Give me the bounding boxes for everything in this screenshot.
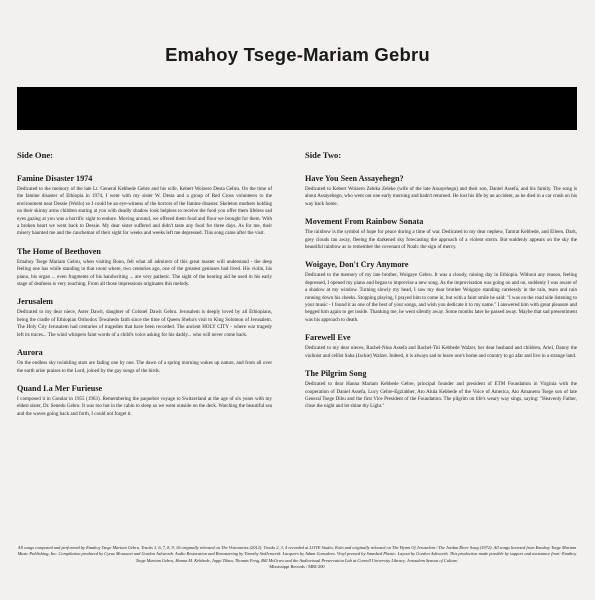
record-label: Mississippi Records / MRI-200: [269, 563, 325, 569]
track-title: The Home of Beethoven: [17, 246, 101, 256]
track-description: On the endless sky twinkling stars are fading one by one. The dawn of a spring morning wakes up nature, and from all over the earth arise praises to the Lord, joined by the gay songs of the birds.: [17, 360, 272, 374]
track-quand-la-mer-furieuse: [17, 384, 272, 418]
track-title: Quand La Mer Furieuse: [17, 383, 103, 393]
credits-text: All songs composed and performed by Emahoy Tsege Mariam Gebru. Tracks 1, 6, 7, 8, 9, 10 originally released on The Visionaries (2012). Tracks 2, 3, 4 recorded at LOVE Studio, Koln and originally released on The Hymn Of Jerusalem / The Jordan River Song (1972). All songs licensed from Emahoy Tsege Mariam Music Publishing, Inc. Compilation produced by Cyrus Moussavi and Gordon Ashworth. Audio Restoration and Remastering by Timothy Stollenwerk. Lacquers by Adam Gonsalves. Vinyl pressed by Smashed Plastic. Layout by Gordon Ashworth. This production made possible by support and assistance from: Emahoy Tsege Mariam Gebru, Hanna M. Kebbede, Jappi Tilma, Thomas Feng, Bill McGraw and the Audiovisual Preservation Lab at Cornell University Library, Jerusalem Season of Culture.: [17, 545, 577, 563]
side-two-heading: Side Two:: [305, 150, 342, 160]
track-title: Jerusalem: [17, 297, 53, 307]
track-title: Have You Seen Assayehegn?: [305, 174, 404, 183]
track-jerusalem: [17, 297, 272, 339]
track-description: Dedicated to dear Hanna Mariam Kebbede Gebre, principal founder and president of ETM Foundation in Virginia with the cooperation of Daniel Assefa, Lucy Gebre-Egziabher, Ato Alula Kebbede of the Voice of America, Ato Amanenu Tsege son of late General Tsege Dibu and the first Vice President of the Foundation. The pilgrim on life's weary way sings, saying: "Heavenly Father, close the night and let shine thy Light.": [305, 381, 577, 410]
track-description: Dedicated to my dear nieces, Rachel-Nina Assefa and Rachel-Titi Kebbede Walzer, her dear husband and children, Ariel, Danny the violinist and cellist Saba (Jackie) Walzer. Indeed, it is always sad to leave one's home and country to go afar and live in a strange land.: [305, 345, 577, 359]
track-description: Emahoy Tsege Mariam Gebru, when visiting Bonn, felt what all admirers of this great master will understand - the deep feeling one has while standing in that room where, two centuries ago, one of the greatest geniuses had lived. His violin, his piano, his organ ... even fragments of his handwriting ... are very pathetic. The sight of the hearing aid he used in his early stage of deafness is very touching. From all those impressions originates this melody.: [17, 258, 272, 288]
track-farewell-eve: [305, 333, 577, 360]
track-title: Woigaye, Don't Cry Anymore: [305, 260, 409, 270]
track-description: Dedicated to Kebert Woizero Zeleka Zeleke (wife of the late Assayehegn) and their son, Daniel Assefa, and his family. The song is about Assayehegn, who went out one early morning and hadn't returned. He lost his life by an accident, as he died in a car crash on his way back home.: [305, 186, 577, 207]
credits-footer: [17, 545, 577, 570]
track-title: The Pilgrim Song: [305, 369, 367, 379]
black-banner: [17, 87, 577, 130]
track-aurora: [17, 348, 272, 375]
track-have-you-seen-assayehegn: [305, 174, 577, 208]
track-title: Movement From Rainbow Sonata: [305, 217, 424, 227]
track-description: I composed it in Gondar in 1955 (1963). Remembering the paquebot voyage to Switzerland at the age of six years with my eldest sister, Dr. Senedu Gebru. It was too hot in the cabin to sleep so we went outside on the deck. Watching the beautiful sea and the waves going back and forth, I could not forget it.: [17, 395, 272, 417]
artist-title: Emahoy Tsege-Mariam Gebru: [165, 44, 430, 65]
track-description: Dedicated to the memory of the late Lt. General Kebbede Gebre and his wife, Kebert Woizero Desta Gebru. On the time of the famine disaster of Ethiopia in 1974, I went with my sister W. Desta and a group of Red Cross volunteers to the environment near Dessie (Wollo) so I could be an eye-witness of the horrors of the famine disaster. Skeleton mothers holding on their skinny arms children staring at you with deadly shadow look helpless to receive the food you offer them lifeless sad eyes gazing at you was a horrific sight to endure. Moving around, we offered them food and flour we brought for them. With a broken heart we went back to Dessie. My dear sister suffered and didn't taste any food for three days. As for me, their misery haunted me and the cauchemar of their sight for weeks and weeks left me depressed. This song came after the visit.: [17, 186, 272, 237]
track-description: The rainbow is the symbol of hope for peace during a time of war. Dedicated to my dear nephew, Tamrat Kebbede, and Eileen. Dark, grey clouds ran away, fleeing the darkened sky forecasting the approach of a violent storm. But suddenly appears on the sky the beautiful rainbow as to remember the covenant of Noah: the sign of mercy.: [305, 229, 577, 251]
track-home-of-beethoven: [17, 247, 272, 289]
track-description: Dedicated to my dear niece, Aster Dawit, daughter of Colonel Dawit Gebru. Jerusalem is deeply loved by all Ethiopians, being the cradle of Ethiopian Orthodox Tewahedo faith since the time of Queen Sheba's visit to King Solomon of Jerusalem. The Holy City Jerusalem had centuries of tragedies that have been recorded. The ancient HOLY CITY - where war tragedy left its traces... The wind whispers faint words of a child's voice asking for his daddy... who will never come back.: [17, 309, 272, 338]
track-title: Famine Disaster 1974: [17, 174, 93, 183]
side-one-heading: Side One:: [17, 150, 54, 160]
track-famine-disaster: [17, 174, 272, 238]
track-title: Farewell Eve: [305, 333, 351, 343]
track-pilgrim-song: [305, 369, 577, 411]
track-description: Dedicated to the memory of my late brother, Woigaye Gebru. It was a cloudy, raining day in Ethiopia. Without any reason, feeling depressed, I opened my piano and began to improvise a new song. As the improvisation was going on and on, suddenly I was aware of a shadow at my window. Turning slowly my head, I saw my dear brother Woigaye standing carelessly in the rain, tears and rain running down his cheeks. Stopping playing, I prayed him to come in, but with a faint smile he said: "I was on the road side listening to your music - I found it as one of the best of your songs, and wish you dedicate it to my name." I answered him with great pleasure and begged him again to get inside. Thanking me, he went silently away. Some months later he passed away. Maybe that sad presentiment was his approach to death.: [305, 272, 577, 323]
side-two-column: [305, 150, 577, 420]
track-rainbow-sonata: [305, 217, 577, 251]
track-title: Aurora: [17, 348, 43, 358]
track-woigaye: [305, 260, 577, 324]
side-one-column: [17, 150, 272, 427]
